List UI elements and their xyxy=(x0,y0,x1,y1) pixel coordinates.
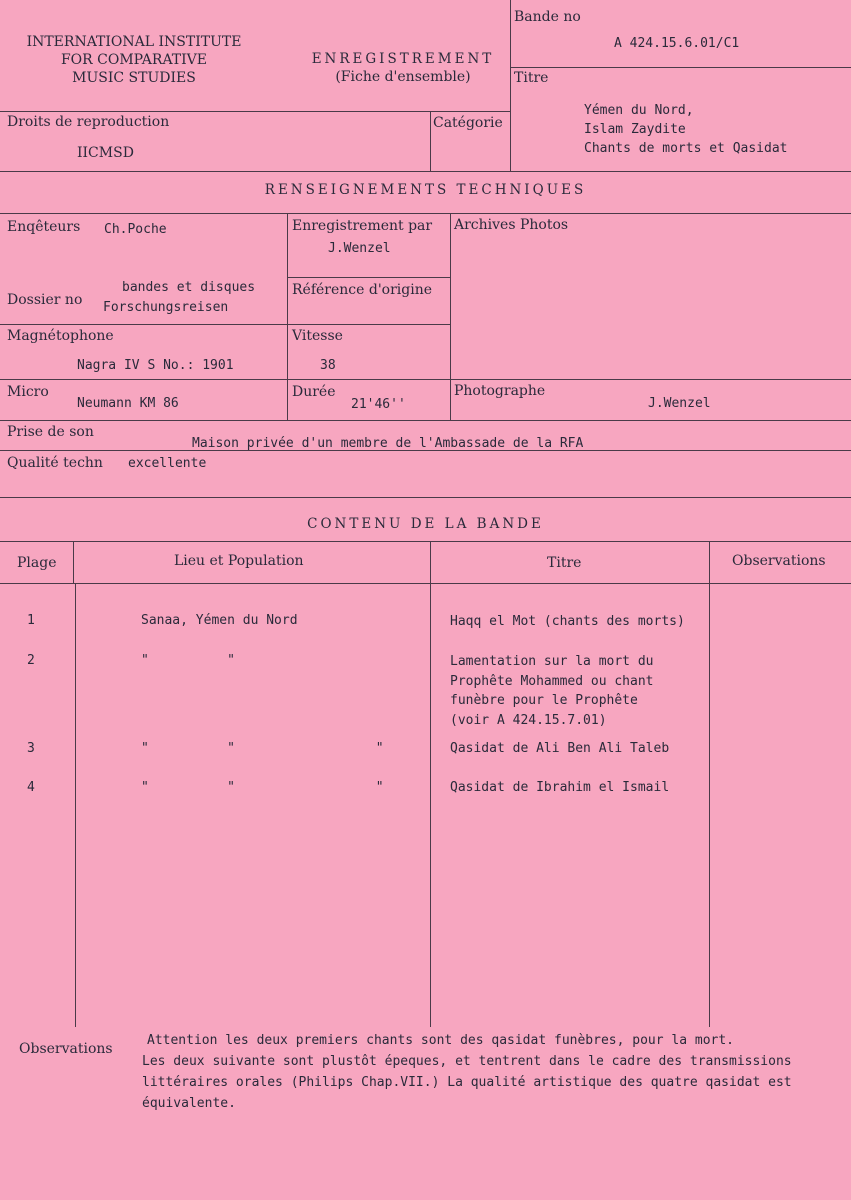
observations-label: Observations xyxy=(19,1041,113,1057)
row-titre: Haqq el Mot (chants des morts) xyxy=(450,614,685,629)
divider xyxy=(0,379,851,380)
dossier-value: Forschungsreisen xyxy=(103,300,229,315)
institute-line: FOR COMPARATIVE xyxy=(60,52,208,68)
divider xyxy=(430,541,431,1027)
duree-value: 21'46'' xyxy=(351,397,406,412)
photographe-value: J.Wenzel xyxy=(648,396,711,411)
institute-line: MUSIC STUDIES xyxy=(72,70,196,86)
micro-value: Neumann KM 86 xyxy=(77,396,179,411)
archives-label: Archives Photos xyxy=(454,217,569,233)
micro-label: Micro xyxy=(7,384,49,400)
titre-line: Chants de morts et Qasidat xyxy=(584,141,788,156)
column-header-lieu: Lieu et Population xyxy=(174,553,304,569)
row-lieu: " " " xyxy=(141,780,384,795)
magnetophone-value: Nagra IV S No.: 1901 xyxy=(77,358,234,373)
row-plage: 2 xyxy=(27,653,35,668)
bande-value: A 424.15.6.01/C1 xyxy=(614,36,740,51)
titre-line: Yémen du Nord, xyxy=(584,103,694,118)
dossier-value: bandes et disques xyxy=(122,280,256,295)
observations-line: équivalente. xyxy=(142,1096,236,1111)
enqueteurs-label: Enqêteurs xyxy=(7,219,81,235)
duree-label: Durée xyxy=(292,384,336,400)
column-header-titre: Titre xyxy=(547,555,582,571)
titre-line: Islam Zaydite xyxy=(584,122,686,137)
divider xyxy=(430,111,431,171)
divider xyxy=(709,541,710,1027)
divider xyxy=(510,67,851,68)
observations-line: Les deux suivante sont plustôt épeques, et tentrent dans le cadre des transmissions xyxy=(142,1054,792,1069)
droits-label: Droits de reproduction xyxy=(7,114,170,130)
institute-line: INTERNATIONAL INSTITUTE xyxy=(26,34,242,50)
observations-line: littéraires orales (Philips Chap.VII.) La qualité artistique des quatre qasidat est xyxy=(142,1075,792,1090)
enqueteurs-value: Ch.Poche xyxy=(104,222,167,237)
column-header-plage: Plage xyxy=(17,555,57,571)
row-plage: 4 xyxy=(27,780,35,795)
dossier-label: Dossier no xyxy=(7,292,83,308)
row-lieu: " " " xyxy=(141,741,384,756)
divider xyxy=(0,420,851,421)
row-plage: 1 xyxy=(27,613,35,628)
prise-value: Maison privée d'un membre de l'Ambassade de la RFA xyxy=(192,436,584,451)
qualite-label: Qualité techn xyxy=(7,455,103,471)
bande-label: Bande no xyxy=(514,9,581,25)
divider xyxy=(0,583,851,584)
row-plage: 3 xyxy=(27,741,35,756)
divider xyxy=(450,213,451,420)
divider xyxy=(287,213,288,420)
titre-label: Titre xyxy=(514,70,549,86)
vitesse-value: 38 xyxy=(320,358,336,373)
vitesse-label: Vitesse xyxy=(292,328,343,344)
divider xyxy=(73,541,74,584)
divider xyxy=(0,213,851,214)
enregistrement-value: J.Wenzel xyxy=(328,241,391,256)
form-title: ENREGISTREMENT xyxy=(311,51,495,67)
divider xyxy=(0,541,851,542)
prise-label: Prise de son xyxy=(7,424,94,440)
divider xyxy=(287,277,451,278)
row-titre: Lamentation sur la mort du Prophête Mohammed ou chant funèbre pour le Prophête (voir A 424.15.7.01) xyxy=(450,654,654,728)
observations-line: Attention les deux premiers chants sont des qasidat funèbres, pour la mort. xyxy=(147,1033,734,1048)
divider xyxy=(75,584,76,1027)
divider xyxy=(0,111,511,112)
column-header-observations: Observations xyxy=(732,553,826,569)
divider xyxy=(0,171,851,172)
row-titre: Qasidat de Ibrahim el Ismail xyxy=(450,780,670,795)
categorie-label: Catégorie xyxy=(433,115,503,131)
magnetophone-label: Magnétophone xyxy=(7,328,114,344)
form-subtitle: (Fiche d'ensemble) xyxy=(335,69,471,85)
divider xyxy=(510,0,511,171)
qualite-value: excellente xyxy=(128,456,207,471)
droits-value: IICMSD xyxy=(77,145,134,161)
row-titre: Qasidat de Ali Ben Ali Taleb xyxy=(450,741,670,756)
row-lieu: Sanaa, Yémen du Nord xyxy=(141,613,298,628)
enregistrement-label: Enregistrement par xyxy=(292,218,433,234)
row-lieu: " " xyxy=(141,653,235,668)
reference-label: Référence d'origine xyxy=(292,282,433,298)
tech-heading: RENSEIGNEMENTS TECHNIQUES xyxy=(264,182,587,198)
contenu-heading: CONTENU DE LA BANDE xyxy=(307,516,544,532)
photographe-label: Photographe xyxy=(454,383,546,399)
divider xyxy=(0,497,851,498)
divider xyxy=(0,324,451,325)
